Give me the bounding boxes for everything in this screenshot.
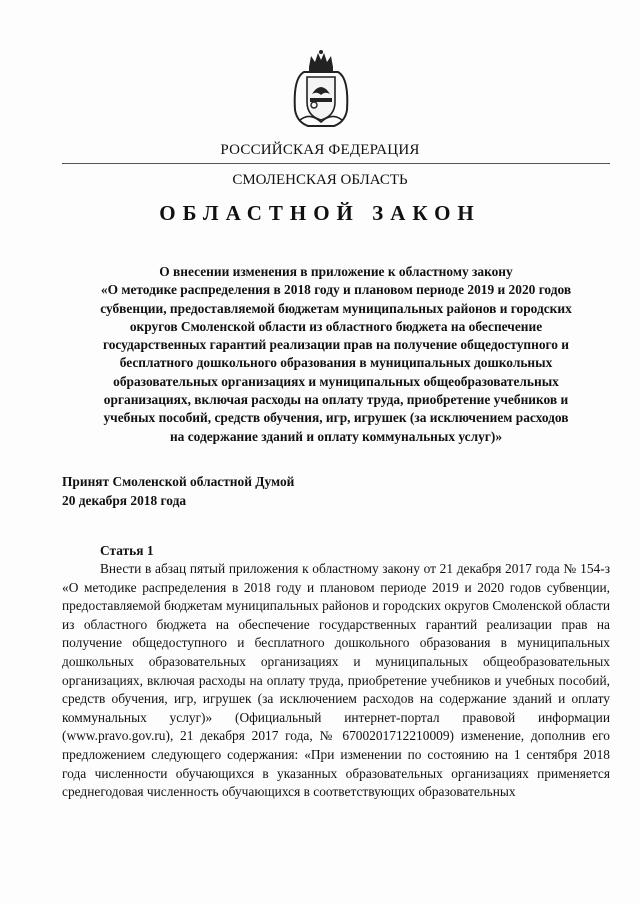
coat-of-arms-icon	[290, 50, 352, 128]
law-title-line: бесплатного дошкольного образования в муниципальных дошкольных	[119, 355, 553, 371]
adoption-body: Принят Смоленской областной Думой	[62, 474, 295, 489]
country-name: РОССИЙСКАЯ ФЕДЕРАЦИЯ	[220, 142, 420, 158]
law-title-line: «О методике распределения в 2018 году и плановом периоде 2019 и 2020 годов	[100, 282, 572, 298]
article-body: Внести в абзац пятый приложения к областному закону от 21 декабря 2017 года № 154-з «О методике распределения в 2018 году и плановом периоде 2019 и 2020 годов субвенции, предоставляемой бюджетам муниципальных районов и городских округов Смоленской области из областного бюджета на обеспечение государственных гарантий реализации прав на получение общедоступного и бесплатного дошкольного образования в муниципальных дошкольных образовательных организациях и муниципальных общеобразовательных организациях, включая расходы на оплату труда, приобретение учебников и учебных пособий, средств обучения, игр, игрушек (за исключением расходов на содержание зданий и оплату коммунальных услуг)» (Официальный интернет-портал правовой информации (www.pravo.gov.ru), 21 декабря 2017 года, № 6700201712210009) изменение, дополнив его предложением следующего содержания: «При изменении по состоянию на 1 сентября 2018 года численности обучающихся в указанных образовательных организациях применяется среднегодовая численность обучающихся в соответствующих образовательных	[62, 561, 610, 800]
law-title-line: учебных пособий, средств обучения, игр, игрушек (за исключением расходов	[103, 410, 569, 426]
law-title-line: государственных гарантий реализации прав на получение общедоступного и	[102, 337, 570, 353]
law-title-line: образовательных организациях и муниципальных общеобразовательных	[113, 373, 559, 389]
adoption-block	[62, 473, 610, 510]
law-title-line: организациях, включая расходы на оплату труда, приобретение учебников и	[103, 392, 569, 408]
law-title	[62, 263, 610, 446]
header-divider	[62, 163, 610, 164]
law-title-line: О внесении изменения в приложение к областному закону	[159, 264, 513, 279]
adoption-date: 20 декабря 2018 года	[62, 492, 187, 508]
law-title-line: на содержание зданий и оплату коммунальных услуг)»	[169, 428, 503, 444]
crown-icon	[309, 50, 333, 71]
law-title-line: субвенции, предоставляемой бюджетам муниципальных районов и городских	[100, 300, 572, 316]
region-name: СМОЛЕНСКАЯ ОБЛАСТЬ	[232, 172, 408, 188]
document-type-heading: ОБЛАСТНОЙ ЗАКОН	[159, 201, 481, 225]
law-title-line: округов Смоленской области из областного бюджета на обеспечение	[129, 318, 543, 334]
article-heading: Статья 1	[100, 543, 154, 558]
